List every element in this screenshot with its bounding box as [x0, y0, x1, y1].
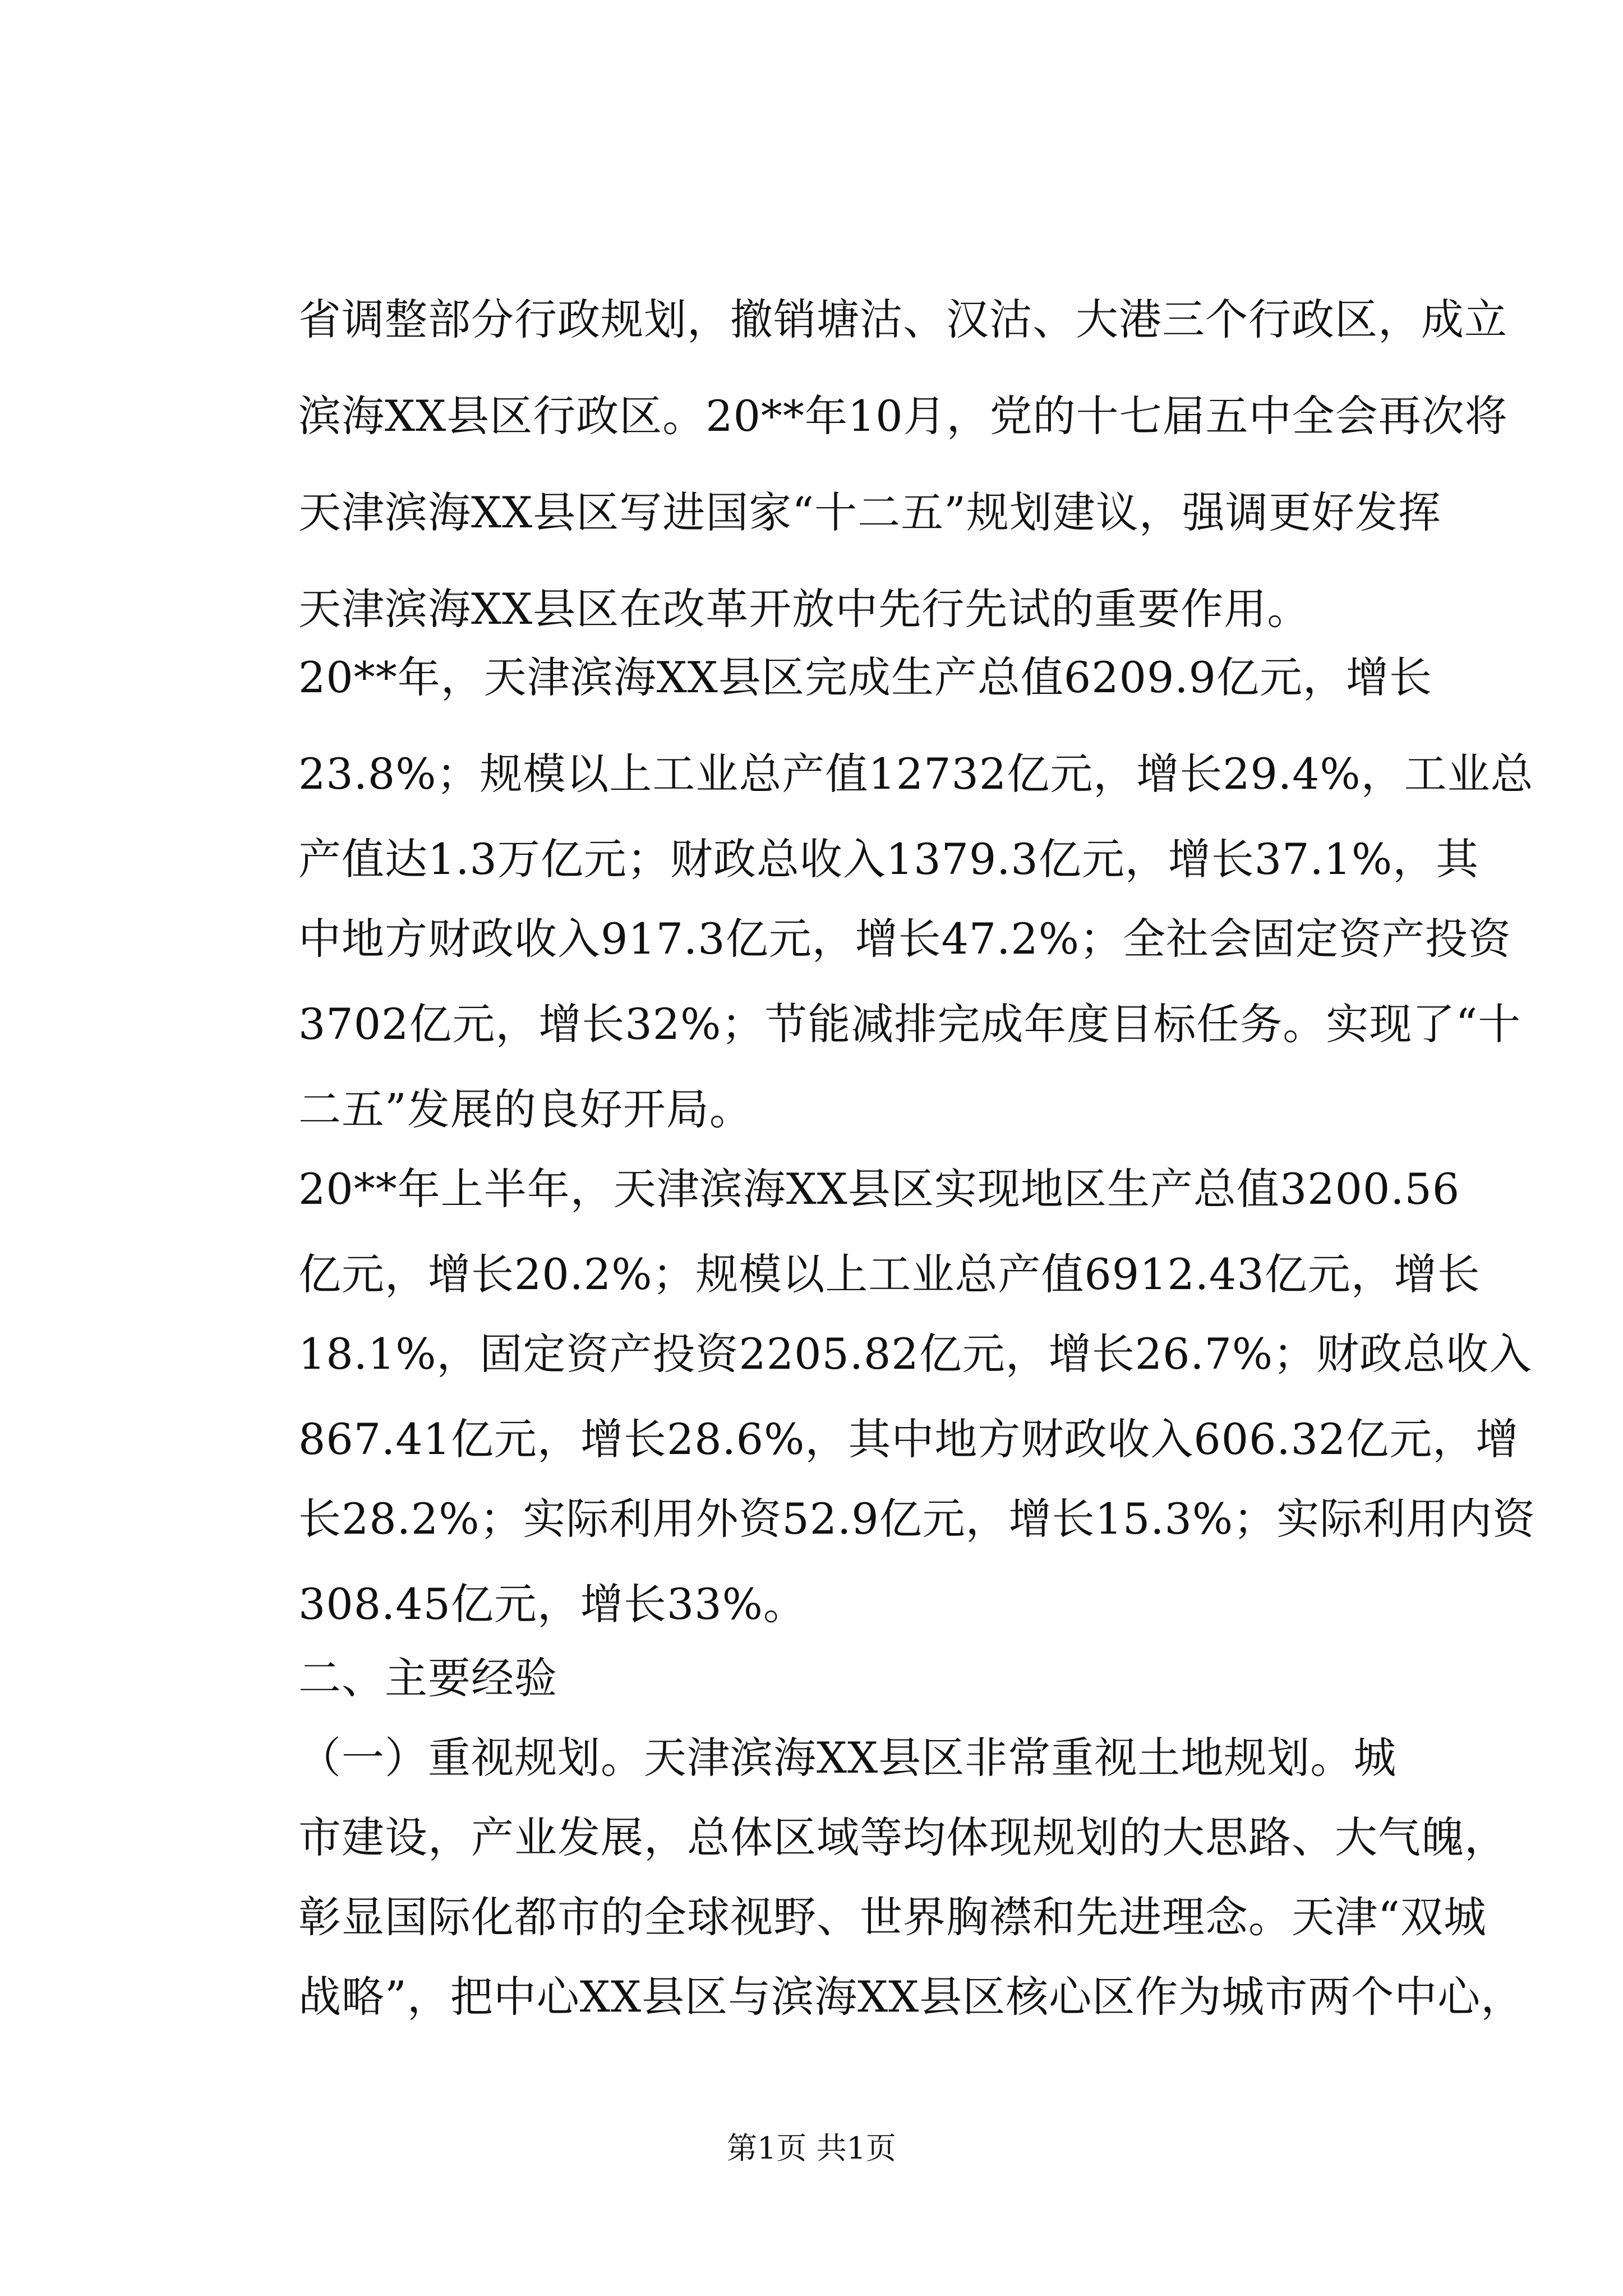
- text-line: 天津滨海XX县区在改革开放中先行先试的重要作用。: [298, 584, 1311, 634]
- text-line: 天津滨海XX县区写进国家“十二五”规划建议，强调更好发挥: [298, 487, 1441, 537]
- text-line: 18.1%，固定资产投资2205.82亿元，增长26.7%；财政总收入: [298, 1329, 1533, 1379]
- text-line: 彰显国际化都市的全球视野、世界胸襟和先进理念。天津“双城: [298, 1892, 1487, 1942]
- paragraph-line: 20**年，天津滨海XX县区完成生产总值6209.9亿元，增长: [298, 652, 1432, 702]
- section-heading: 二、主要经验: [298, 1653, 557, 1703]
- text-line: 滨海XX县区行政区。20**年10月，党的十七届五中全会再次将: [298, 391, 1508, 441]
- paragraph-line: （一）重视规划。天津滨海XX县区非常重视土地规划。城: [298, 1733, 1397, 1783]
- text-line: 战略”，把中心XX县区与滨海XX县区核心区作为城市两个中心，: [298, 1972, 1524, 2022]
- text-line: 867.41亿元，增长28.6%，其中地方财政收入606.32亿元，增: [298, 1414, 1519, 1464]
- text-line: 3702亿元，增长32%；节能减排完成年度目标任务。实现了“十: [298, 999, 1521, 1049]
- text-line: 省调整部分行政规划，撤销塘沽、汉沽、大港三个行政区，成立: [298, 295, 1507, 344]
- text-line: 中地方财政收入917.3亿元，增长47.2%；全社会固定资产投资: [298, 914, 1512, 964]
- text-line: 产值达1.3万亿元；财政总收入1379.3亿元，增长37.1%，其: [298, 834, 1479, 884]
- text-line: 长28.2%；实际利用外资52.9亿元，增长15.3%；实际利用内资: [298, 1494, 1536, 1544]
- text-line: 市建设，产业发展，总体区域等均体现规划的大思路、大气魄，: [298, 1812, 1507, 1862]
- text-line: 二五”发展的良好开局。: [298, 1084, 753, 1134]
- text-line: 亿元，增长20.2%；规模以上工业总产值6912.43亿元，增长: [298, 1249, 1481, 1299]
- text-line: 23.8%；规模以上工业总产值12732亿元，增长29.4%，工业总: [298, 749, 1534, 799]
- text-line: 308.45亿元，增长33%。: [298, 1579, 806, 1629]
- page-footer: 第1页 共1页: [727, 2131, 896, 2166]
- paragraph-line: 20**年上半年，天津滨海XX县区实现地区生产总值3200.56: [298, 1164, 1460, 1214]
